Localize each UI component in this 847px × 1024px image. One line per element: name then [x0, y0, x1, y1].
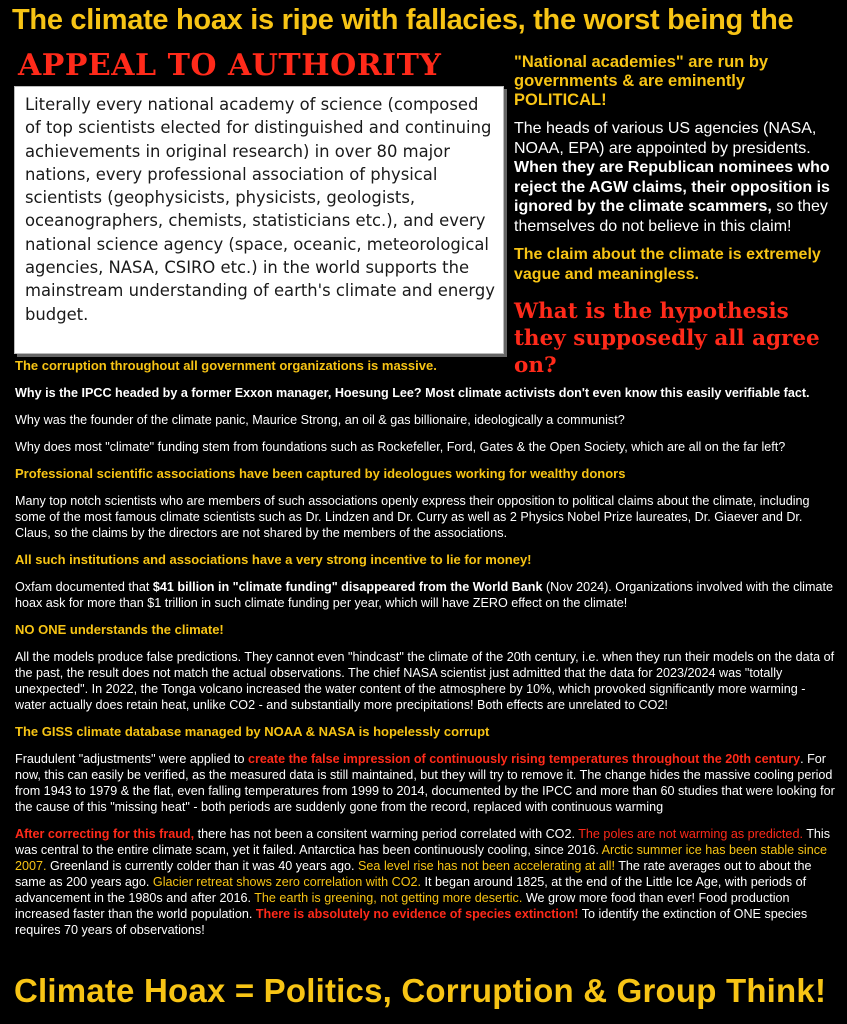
vague-claim: The claim about the climate is extremely vague and meaningless. [514, 246, 821, 283]
fraud-c: . For now, this can easily be verified, as the measured data is still maintained, but they will try to remove it. The change hides the massive cooling period from 1943 to 1979 & the flat, even falling temperatures from 1999 to 2014, documented by the IPCC and more than 60 studies that were looking for the cause of this "missing heat" - both periods are suddenly gone from the record, replaced with continuous warming [15, 752, 835, 814]
after-4: This was central to the entire climate scam, yet it failed. Antarctica has been continuously cooling, since 2016. [15, 827, 831, 857]
models-paragraph: All the models produce false predictions. They cannot even "hindcast" the climate of the 20th century, i.e. when they run their models on the data of the past, the result does not match the actual observations. The chief NASA scientist just admitted that the data for 2023/2024 was "totally unexpected". In 2022, the Tonga volcano increased the water content of the atmosphere by 10%, which provoked significantly more warming - water actually does retain heat, unlike CO2 - and substantially more precipitations! Both effects are unrelated to CO2! [15, 650, 835, 712]
after-5: Arctic summer ice has been stable since 2007. [15, 843, 828, 873]
giss-heading: The GISS climate database managed by NOAA & NASA is hopelessly corrupt [15, 724, 490, 739]
fraud-b: create the false impression of continuously rising temperatures throughout the 20th century [247, 752, 801, 766]
after-6: Greenland is currently colder than it was 40 years ago. [46, 859, 359, 873]
noone-heading: NO ONE understands the climate! [15, 622, 224, 637]
appeal-heading: APPEAL TO AUTHORITY [18, 48, 442, 83]
fraud-paragraph [15, 751, 837, 815]
after-3: The poles are not warming as predicted. [578, 827, 803, 841]
after-12: We grow more food than ever! Food production increased faster than the world population. [15, 891, 790, 921]
funding-question: Why does most "climate" funding stem from foundations such as Rockefeller, Ford, Gates & the Open Society, which are all on the far left? [15, 440, 786, 454]
strong-question: Why was the founder of the climate panic, Maurice Strong, an oil & gas billionaire, ideologically a communist? [15, 413, 625, 427]
agency-heads-end: so they themselves do not believe in this claim! [514, 198, 828, 235]
right-column [514, 53, 836, 388]
agency-heads-plain: The heads of various US agencies (NASA, NOAA, EPA) are appointed by presidents. [514, 120, 817, 157]
oxfam-c: (Nov 2024). Organizations involved with the climate hoax ask for more than $1 trillion in such climate funding per year, which will have ZERO effect on the climate! [15, 580, 833, 610]
oxfam-b: $41 billion in "climate funding" disappeared from the World Bank [152, 580, 543, 594]
after-1: After correcting for this fraud, [15, 827, 195, 841]
agency-heads-paragraph [514, 119, 836, 236]
fraud-a: Fraudulent "adjustments" were applied to [15, 752, 248, 766]
incentive-heading: All such institutions and associations have a very strong incentive to lie for money! [15, 552, 532, 567]
oxfam-paragraph [15, 579, 837, 611]
after-10: It began around 1825, at the end of the Little Ice Age, with periods of advancement in the 1980s and after 2016. [15, 875, 807, 905]
quote-box: Literally every national academy of science (composed of top scientists elected for distinguished and continuing achievements in original research) in over 80 major nations, every professional association of physical scientists (geophysicists, physicists, geologists, oceanographers, chemists, statisticians etc.), and every national science agency (space, oceanic, meteorological agencies, NASA, CSIRO etc.) in the world supports the mainstream understanding of earth's climate and energy budget. [14, 86, 504, 354]
after-2: there has not been a consitent warming period correlated with CO2. [194, 827, 579, 841]
after-8: The rate averages out to about the same as 200 years ago. [15, 859, 812, 889]
page-title: The climate hoax is ripe with fallacies, the worst being the [12, 4, 794, 36]
oxfam-a: Oxfam documented that [15, 580, 153, 594]
after-9: Glacier retreat shows zero correlation with CO2. [152, 875, 421, 889]
after-7: Sea level rise has not been accelerating at all! [358, 859, 615, 873]
agency-heads-bold: When they are Republican nominees who reject the AGW claims, their opposition is ignored by the climate scammers, [514, 159, 830, 215]
hypothesis-question: What is the hypothesis they supposedly all agree on? [514, 299, 820, 378]
after-13: There is absolutely no evidence of species extinction! [255, 907, 579, 921]
after-11: The earth is greening, not getting more desertic. [254, 891, 523, 905]
captured-heading: Professional scientific associations have been captured by ideologues working for wealthy donors [15, 466, 626, 481]
academies-claim: "National academies" are run by governments & are eminently POLITICAL! [514, 53, 769, 109]
after-paragraph [15, 826, 837, 938]
closing-slogan: Climate Hoax = Politics, Corruption & Group Think! [14, 972, 827, 1009]
ipcc-question: Why is the IPCC headed by a former Exxon manager, Hoesung Lee? Most climate activists don't even know this easily verifiable fact. [15, 386, 810, 400]
body-text [15, 358, 837, 949]
after-14: To identify the extinction of ONE species requires 70 years of observations! [15, 907, 808, 937]
scientists-paragraph: Many top notch scientists who are members of such associations openly express their opposition to political claims about the climate, including some of the most famous climate scientists such as Dr. Lindzen and Dr. Curry as well as 2 Physics Nobel Prize laureates, Dr. Giaever and Dr. Claus, so the claims by the directors are not shared by the members of the associations. [15, 494, 810, 540]
corruption-heading: The corruption throughout all government organizations is massive. [15, 358, 437, 373]
